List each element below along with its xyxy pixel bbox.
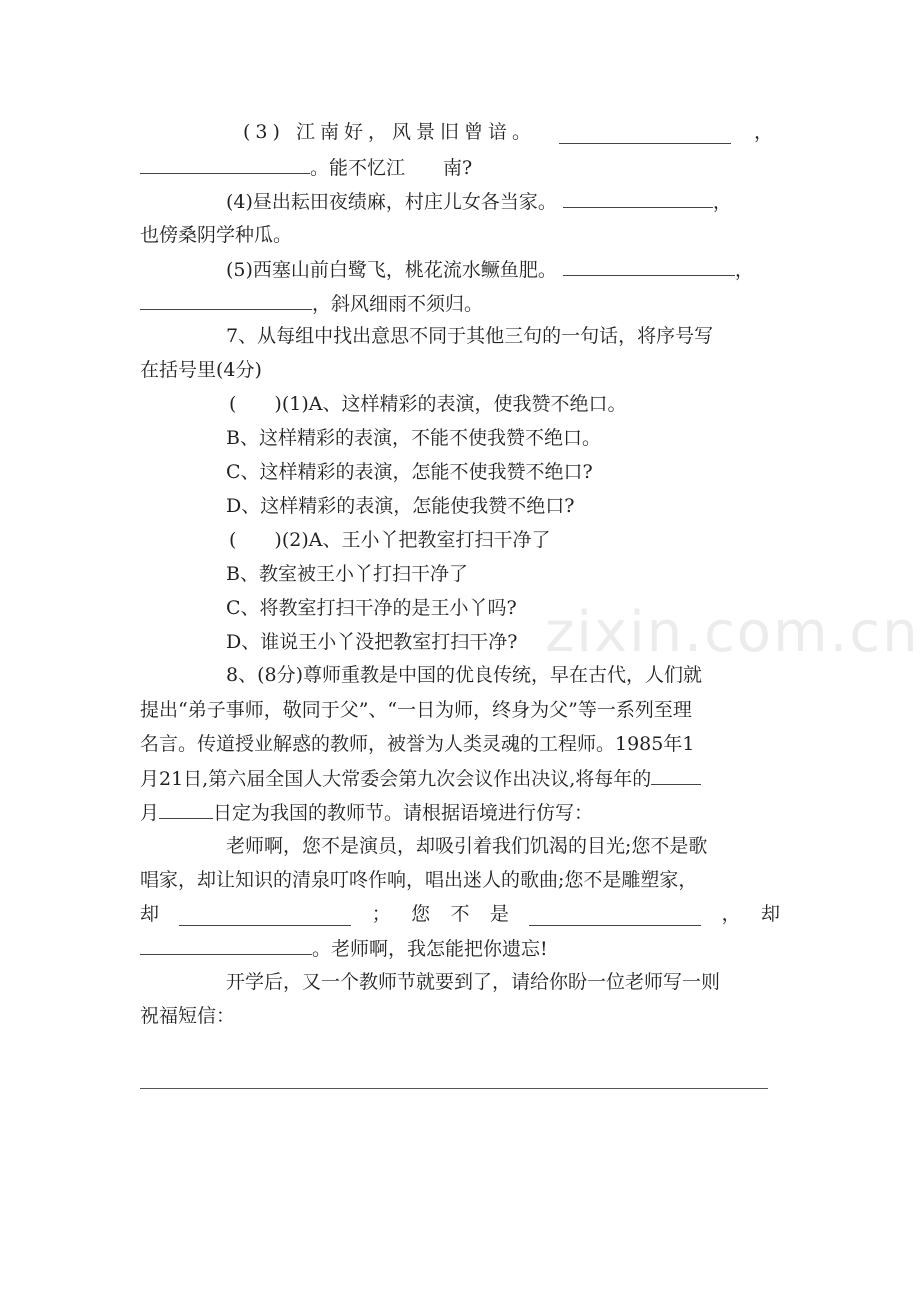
q8-para-3-que-1: 却 xyxy=(140,903,160,925)
q8-line-5-month: 月 xyxy=(140,802,160,824)
q8-imitation-blank-2[interactable] xyxy=(529,907,701,926)
q8-para-3-bu: 不 xyxy=(450,903,470,925)
item-4-line-2: 也傍桑阴学种瓜。 xyxy=(140,224,293,246)
item-5-blank-2[interactable] xyxy=(140,291,312,310)
q7-group-2-a: ( )(2)A、王小丫把教室打扫干净了 xyxy=(229,529,551,551)
q8-month-day-blank-1[interactable] xyxy=(651,766,701,785)
q8-para-4-text: 。老师啊，我怎能把你遗忘! xyxy=(312,938,548,960)
item-4-blank[interactable] xyxy=(563,189,713,208)
q8-line-5 xyxy=(140,800,593,825)
q8-line-1: 8、(8分)尊师重教是中国的优良传统，早在古代，人们就 xyxy=(226,664,703,686)
item-4-lead: (4)昼出耘田夜绩麻，村庄儿女各当家。 xyxy=(226,191,557,213)
item-5-lead: (5)西塞山前白鹭飞，桃花流水鳜鱼肥。 xyxy=(226,259,557,281)
q8-imitation-blank-1[interactable] xyxy=(179,907,351,926)
q7-group-1-b: B、这样精彩的表演，不能不使我赞不绝口。 xyxy=(226,427,601,449)
item-3-blank-1[interactable] xyxy=(559,125,731,144)
q8-para-3-nin: 您 xyxy=(411,903,431,925)
q8-para-6: 祝福短信： xyxy=(140,1005,236,1027)
q7-group-2-b: B、教室被王小丫打扫干净了 xyxy=(226,563,468,585)
item-3-line-1 xyxy=(243,120,773,144)
item-5-comma: ， xyxy=(734,259,754,281)
item-5-line-2 xyxy=(140,291,483,316)
q8-para-5: 开学后，又一个教师节就要到了，请给你盼一位老师写一则 xyxy=(226,971,721,993)
q7-group-1-a: ( )(1)A、这样精彩的表演，使我赞不绝口。 xyxy=(229,393,627,415)
item-5-cont: ，斜风细雨不须归。 xyxy=(312,293,484,315)
q8-para-4 xyxy=(140,936,548,961)
item-4-line-1 xyxy=(226,189,732,214)
q7-group-2-c: C、将教室打扫干净的是王小丫吗? xyxy=(226,597,517,619)
q7-group-2-d: D、谁说王小丫没把教室打扫干净? xyxy=(226,631,518,653)
q8-line-5-text: 日定为我国的教师节。请根据语境进行仿写： xyxy=(213,802,594,824)
item-4-comma: ， xyxy=(712,191,732,213)
watermark: zixin.com.cn xyxy=(545,600,920,665)
q7-group-1-d: D、这样精彩的表演，怎能使我赞不绝口? xyxy=(226,495,575,517)
item-5-blank-1[interactable] xyxy=(563,257,735,276)
q7-group-1-c: C、这样精彩的表演，怎能不使我赞不绝口? xyxy=(226,461,593,483)
item-3-comma: ， xyxy=(753,121,773,143)
item-3-line-2 xyxy=(140,155,472,180)
q8-line-3: 名言。传道授业解惑的教师，被誉为人类灵魂的工程师。1985年1 xyxy=(140,733,695,755)
q7-line-2: 在括号里(4分) xyxy=(140,359,262,381)
item-3-cont: 。能不忆江 南? xyxy=(310,157,473,179)
q8-line-4-text: 月21日,第六届全国人大常委会第九次会议作出决议,将每年的 xyxy=(140,768,652,790)
q8-para-3-semicolon: ； xyxy=(371,903,391,925)
q8-para-3-que-2: 却 xyxy=(760,903,780,925)
q8-para-3-comma: ， xyxy=(721,903,741,925)
item-3-lead: (3) 江南好，风景旧曾谙。 xyxy=(243,121,536,143)
q8-line-4 xyxy=(140,766,701,791)
item-3-blank-2[interactable] xyxy=(140,155,310,174)
answer-line[interactable] xyxy=(140,1088,768,1089)
q8-para-3 xyxy=(140,902,780,926)
q8-para-2: 唱家，却让知识的清泉叮咚作响，唱出迷人的歌曲;您不是雕塑家， xyxy=(140,869,698,891)
q8-month-day-blank-2[interactable] xyxy=(159,800,213,819)
item-5-line-1 xyxy=(226,257,754,282)
q7-line-1: 7、从每组中找出意思不同于其他三句的一句话，将序号写 xyxy=(226,325,714,347)
q8-imitation-blank-3[interactable] xyxy=(140,936,312,955)
q8-para-3-shi: 是 xyxy=(489,903,509,925)
q8-line-2: 提出“弟子事师，敬同于父”、“一日为师，终身为父”等一系列至理 xyxy=(140,699,692,721)
q8-para-1: 老师啊，您不是演员，却吸引着我们饥渴的目光;您不是歌 xyxy=(226,835,708,857)
